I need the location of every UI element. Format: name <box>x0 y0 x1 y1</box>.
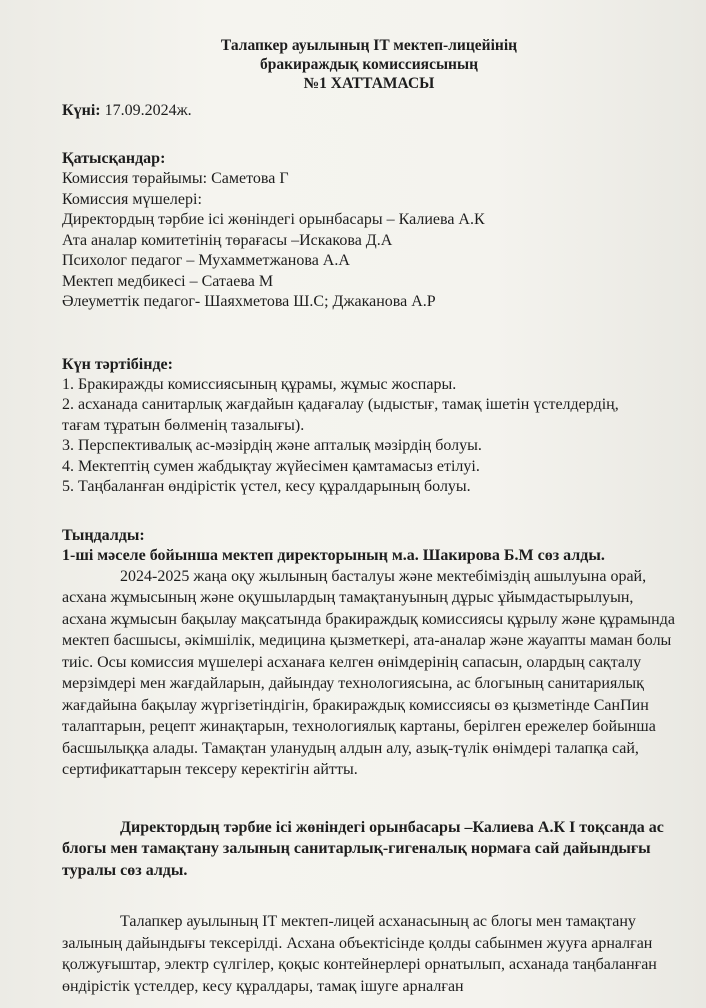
participant-line: Ата аналар комитетінің төрағасы –Искакова Д.А <box>62 231 393 249</box>
document-title <box>62 36 676 93</box>
agenda-item: 4. Мектептің сумен жабдықтау жүйесімен қамтамасыз етілуі. <box>62 457 480 475</box>
participants-section <box>62 149 676 313</box>
heard-heading: Тыңдалды: <box>62 526 145 544</box>
agenda-item: 1. Бракиражды комиссиясының құрамы, жұмыс жоспары. <box>62 375 457 393</box>
participant-line: Комиссия мүшелері: <box>62 190 202 208</box>
deputy-speech: Директордың тәрбие ісі жөніндегі орынбасары –Калиева А.К І тоқсанда ас блогы мен тамақтану залының санитарлық-гигеналық нормаға сай дайындығы туралы сөз алды. <box>62 818 664 879</box>
date-label: Күні: <box>62 102 101 119</box>
agenda-item: 2. асханада санитарлық жағдайын қадағалау (ыдыстығ, тамақ ішетін үстелдердің, <box>62 396 619 413</box>
meeting-date <box>62 101 676 121</box>
agenda-item: тағам тұратын бөлменің тазалығы). <box>62 416 305 434</box>
title-line-3: №1 ХАТТАМАСЫ <box>303 75 435 92</box>
agenda-item: 3. Перспективалық ас-мәзірдің және апталық мәзірдің болуы. <box>62 437 482 454</box>
inspection-paragraph: Талапкер ауылының IT мектеп-лицей асханасының ас блогы мен тамақтану залының дайындығы тексерілді. Асхана объектісінде қолды сабынмен жууға арналған қолжуғыштар, электр сүлгілер, қоқыс контейнерлері орнатылып, асханада таңбаланған өндірістік үстелдер, кесу құралдары, тамақ ішуге арналған <box>62 913 657 995</box>
participant-line: Мектеп медбикесі – Сатаева М <box>62 272 274 290</box>
participant-line: Комиссия төрайымы: Саметова Г <box>62 170 289 187</box>
participant-line: Директордың тәрбие ісі жөніндегі орынбасары – Калиева А.К <box>62 211 485 228</box>
heard-section <box>62 526 676 781</box>
title-line-2: бракираждық комиссиясының <box>259 56 479 73</box>
agenda-item: 5. Таңбаланған өндірістік үстел, кесу құралдарының болуы. <box>62 478 471 495</box>
agenda-section <box>62 355 676 498</box>
participant-line: Әлеуметтік педагог- Шаяхметова Ш.С; Джаканова А.Р <box>62 293 436 310</box>
date-value: 17.09.2024ж. <box>104 102 192 119</box>
title-line-1: Талапкер ауылының IT мектеп-лицейінің <box>220 37 518 54</box>
heard-subheading: 1-ші мәселе бойынша мектеп директорының м.а. Шакирова Б.М сөз алды. <box>62 546 605 564</box>
director-speech: 2024-2025 жаңа оқу жылының басталуы және мектебіміздің ашылуына орай, асхана жұмысының және оқушылардың тамақтануының дұрыс ұйымдастырылуын, асхана жұмысын бақылау мақсатында бракираждық комиссиясы құрылу және құрамында мектеп басшысы, әкімшілік, медицина қызметкері, ата-аналар және жауапты маман болы тиіс. Осы комиссия мүшелері асханаға келген өнімдерінің сапасын, олардың сақталу мерзімдері мен жағдайларын, дайындау технологиясына, ас блогының санитариялық жағдайына бақылау жүргізетіндігін, бракираждық комиссиясы өз қызметінде СанПин талаптарын, рецепт жинақтарын, технологиялық картаны, берілген ережелер бойынша басшылыққа алады. Тамақтан уланудың алдын алу, азық-түлік өнімдері талапқа сай, сертификаттарын тексеру керектігін айтты. <box>62 567 675 778</box>
participant-line: Психолог педагог – Мухамметжанова А.А <box>62 252 350 269</box>
agenda-heading: Күн тәртібінде: <box>62 355 173 373</box>
participants-heading: Қатысқандар: <box>62 150 166 167</box>
